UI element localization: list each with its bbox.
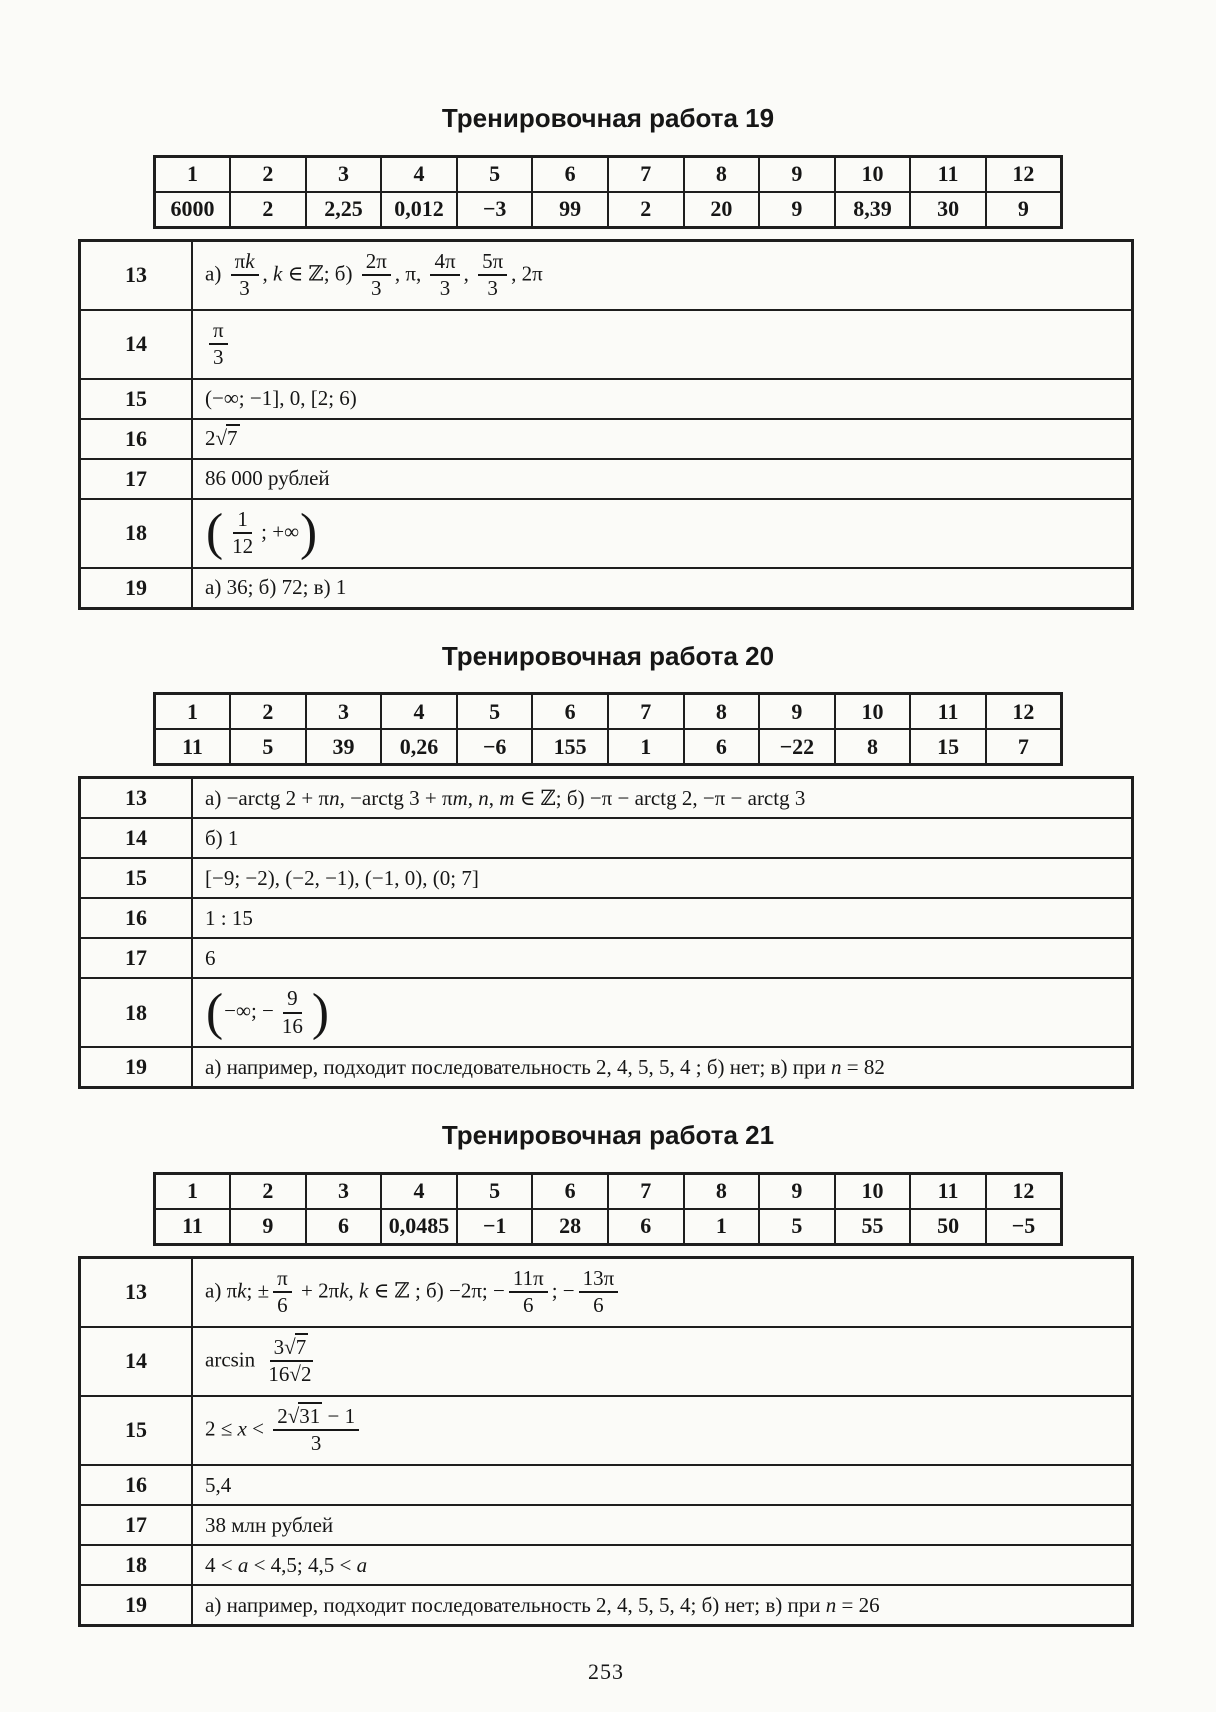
- question-number-cell: 12: [986, 1173, 1062, 1209]
- question-number: 17: [80, 1505, 193, 1545]
- work-21-detail-table: [78, 1256, 1134, 1627]
- answer-row: [80, 419, 1133, 459]
- question-number-cell: 7: [608, 694, 684, 730]
- answer-cell: 11: [155, 1209, 231, 1245]
- question-number-cell: 4: [381, 694, 457, 730]
- question-number-cell: 7: [608, 1173, 684, 1209]
- math-variable: n: [478, 785, 489, 810]
- answer-cell: 99: [532, 192, 608, 228]
- question-number: 17: [80, 459, 193, 499]
- question-number-cell: 9: [759, 694, 835, 730]
- answer-row: [80, 310, 1133, 379]
- book-page: [78, 0, 1134, 1627]
- work-19-answers-grid: [153, 155, 1063, 229]
- answer-content: а) например, подходит последовательность 2, 4, 5, 5, 4; б) нет; в) при n = 26: [192, 1585, 1133, 1626]
- work-20-short-answers-row: [155, 729, 1062, 765]
- answer-cell: 15: [910, 729, 986, 765]
- question-number: 15: [80, 858, 193, 898]
- question-number: 15: [80, 1396, 193, 1465]
- answer-cell: −6: [457, 729, 533, 765]
- answer-cell: 155: [532, 729, 608, 765]
- question-number-cell: 3: [306, 1173, 382, 1209]
- answer-content: (−∞; −1], 0, [2; 6): [192, 379, 1133, 419]
- fraction: $\frac{4\pi}{3}$: [430, 250, 459, 301]
- question-number: 13: [80, 778, 193, 819]
- fraction: $\frac{5\pi}{3}$: [478, 250, 507, 301]
- answer-cell: 8,39: [835, 192, 911, 228]
- answer-content: 5,4: [192, 1465, 1133, 1505]
- question-number-cell: 3: [306, 694, 382, 730]
- work-20-answers-grid: [153, 692, 1063, 766]
- question-number-cell: 10: [835, 1173, 911, 1209]
- question-number-cell: 12: [986, 694, 1062, 730]
- work-20-title: Тренировочная работа 20: [441, 640, 775, 671]
- answer-row: [80, 1257, 1133, 1327]
- fraction: $\frac{11\pi}{6}$: [509, 1267, 548, 1318]
- answer-cell: 55: [835, 1209, 911, 1245]
- question-number-cell: 9: [759, 1173, 835, 1209]
- question-number: 16: [80, 419, 193, 459]
- answer-cell: 8: [835, 729, 911, 765]
- answer-cell: 0,26: [381, 729, 457, 765]
- work-21-short-answers-row: [155, 1209, 1062, 1245]
- answer-row: [80, 1465, 1133, 1505]
- question-number-cell: 6: [532, 1173, 608, 1209]
- fraction: $\frac{2√31 - 1}{3}$: [273, 1405, 359, 1456]
- math-variable: m: [499, 785, 515, 810]
- answer-content: 86 000 рублей: [192, 459, 1133, 499]
- answer-cell: 1: [608, 729, 684, 765]
- question-number-cell: 1: [155, 694, 231, 730]
- answer-row: [80, 898, 1133, 938]
- answer-cell: 9: [986, 192, 1062, 228]
- square-root: √2: [289, 1362, 312, 1387]
- answer-content: 6: [192, 938, 1133, 978]
- question-number-cell: 8: [684, 694, 760, 730]
- question-number-cell: 8: [684, 1173, 760, 1209]
- question-number: 18: [80, 1545, 193, 1585]
- question-number-cell: 4: [381, 1173, 457, 1209]
- answer-row: [80, 818, 1133, 858]
- square-root: √7: [215, 426, 238, 451]
- fraction: $\frac{13\pi}{6}$: [579, 1267, 619, 1318]
- work-20-detail-table: [78, 776, 1134, 1089]
- answer-content: arcsin $\frac{3√7}{16√2}$: [192, 1327, 1133, 1396]
- big-paren: (: [206, 983, 224, 1041]
- answer-row: [80, 938, 1133, 978]
- question-number-cell: 12: [986, 156, 1062, 192]
- math-variable: k: [339, 1278, 349, 1303]
- answer-row: [80, 978, 1133, 1047]
- question-number-cell: 5: [457, 1173, 533, 1209]
- math-variable: k: [359, 1278, 369, 1303]
- answer-content: а) −arctg 2 + πn, −arctg 3 + πm, n, m ∈ ℤ; б) −π − arctg 2, −π − arctg 3: [192, 778, 1133, 819]
- question-number-cell: 2: [230, 1173, 306, 1209]
- question-number-cell: 11: [910, 156, 986, 192]
- question-number-cell: 7: [608, 156, 684, 192]
- answer-row: [80, 1327, 1133, 1396]
- work-19-short-answers-row: [155, 192, 1062, 228]
- answer-cell: 5: [759, 1209, 835, 1245]
- page-number: 253: [588, 1659, 624, 1684]
- answer-row: [80, 499, 1133, 568]
- answer-row: [80, 1545, 1133, 1585]
- question-number-cell: 5: [457, 156, 533, 192]
- question-number: 16: [80, 1465, 193, 1505]
- answer-content: (−∞; − $\frac{9}{16}$ ): [192, 978, 1133, 1047]
- answer-row: [80, 240, 1133, 310]
- answer-cell: 39: [306, 729, 382, 765]
- answer-row: [80, 778, 1133, 819]
- answer-cell: 6: [306, 1209, 382, 1245]
- math-variable: a: [237, 1552, 249, 1577]
- math-variable: n: [825, 1592, 837, 1617]
- answer-cell: 6: [684, 729, 760, 765]
- answer-cell: 2,25: [306, 192, 382, 228]
- question-number: 14: [80, 310, 193, 379]
- question-number-cell: 2: [230, 694, 306, 730]
- question-number-cell: 1: [155, 1173, 231, 1209]
- question-number-cell: 10: [835, 694, 911, 730]
- work-20-question-numbers-row: [155, 694, 1062, 730]
- answer-cell: 6: [608, 1209, 684, 1245]
- answer-content: а) πk; ± $\frac{\pi}{6}$ + 2πk, k ∈ ℤ ; б) −2π; − $\frac{11\pi}{6}$ ; − $\frac{13\pi}{6}$: [192, 1257, 1133, 1327]
- answer-cell: 0,012: [381, 192, 457, 228]
- answer-row: [80, 1505, 1133, 1545]
- answer-row: [80, 1585, 1133, 1626]
- answer-cell: 2: [608, 192, 684, 228]
- fraction: $\frac{1}{12}$: [232, 506, 254, 559]
- big-paren: ): [300, 504, 318, 562]
- big-paren: ): [311, 983, 330, 1041]
- work-21-answers-grid: [153, 1172, 1063, 1246]
- question-number: 17: [80, 938, 193, 978]
- question-number-cell: 5: [457, 694, 533, 730]
- fraction: $\frac{3√7}{16√2}$: [268, 1334, 312, 1387]
- answer-content: 4 < a < 4,5; 4,5 < a: [192, 1545, 1133, 1585]
- answer-row: [80, 459, 1133, 499]
- question-number-cell: 11: [910, 1173, 986, 1209]
- question-number-cell: 4: [381, 156, 457, 192]
- question-number: 18: [80, 978, 193, 1047]
- fraction: $\frac{\pi}{6}$: [273, 1267, 292, 1318]
- work-19-question-numbers-row: [155, 156, 1062, 192]
- answer-content: [−9; −2), (−2, −1), (−1, 0), (0; 7]: [192, 858, 1133, 898]
- answer-content: [192, 310, 1133, 379]
- math-variable: n: [831, 1054, 842, 1079]
- answer-cell: 7: [986, 729, 1062, 765]
- fraction: $\frac{\pi}{3}$: [209, 319, 228, 370]
- answer-row: [80, 379, 1133, 419]
- answer-content: а) например, подходит последовательность 2, 4, 5, 5, 4 ; б) нет; в) при n = 82: [192, 1047, 1133, 1088]
- work-19-detail-table: [78, 239, 1134, 610]
- answer-cell: 9: [759, 192, 835, 228]
- answer-row: [80, 568, 1133, 609]
- question-number-cell: 3: [306, 156, 382, 192]
- square-root: √31: [287, 1403, 321, 1428]
- answer-cell: 9: [230, 1209, 306, 1245]
- question-number-cell: 6: [532, 156, 608, 192]
- answer-content: 2 ≤ x < $\frac{2√31 - 1}{3}$: [192, 1396, 1133, 1465]
- question-number: 19: [80, 1585, 193, 1626]
- answer-cell: 28: [532, 1209, 608, 1245]
- answer-cell: 30: [910, 192, 986, 228]
- answer-content: 2√7: [192, 419, 1133, 459]
- answer-cell: 11: [155, 729, 231, 765]
- answer-cell: 6000: [155, 192, 231, 228]
- answer-content: б) 1: [192, 818, 1133, 858]
- answer-cell: −1: [457, 1209, 533, 1245]
- math-variable: k: [245, 248, 255, 273]
- answer-content: а) $\frac{\pi k}{3}$ , k ∈ ℤ; б) $\frac{2\pi}{3}$ , π, $\frac{4\pi}{3}$ , $\frac{5\pi}{3}$ , 2π: [192, 240, 1133, 310]
- answer-cell: 5: [230, 729, 306, 765]
- work-19-title: Тренировочная работа 19: [441, 103, 775, 133]
- question-number: 13: [80, 240, 193, 310]
- answer-content: 1 : 15: [192, 898, 1133, 938]
- answer-content: ( $\frac{1}{12}$ ; +∞): [192, 499, 1133, 568]
- question-number: 18: [80, 499, 193, 568]
- math-variable: x: [237, 1416, 247, 1441]
- question-number-cell: 8: [684, 156, 760, 192]
- fraction: $\frac{9}{16}$: [281, 986, 303, 1038]
- answer-cell: −3: [457, 192, 533, 228]
- question-number: 13: [80, 1257, 193, 1327]
- math-variable: n: [329, 785, 340, 810]
- answer-row: [80, 1047, 1133, 1088]
- answer-content: 38 млн рублей: [192, 1505, 1133, 1545]
- question-number-cell: 11: [910, 694, 986, 730]
- question-number: 14: [80, 818, 193, 858]
- math-variable: k: [273, 260, 283, 285]
- work-21-question-numbers-row: [155, 1173, 1062, 1209]
- answer-cell: 20: [684, 192, 760, 228]
- section-work-21: [78, 1121, 1134, 1627]
- big-paren: (: [206, 504, 224, 562]
- question-number: 14: [80, 1327, 193, 1396]
- fraction: $\frac{\pi k}{3}$: [231, 250, 259, 301]
- question-number: 19: [80, 1047, 193, 1088]
- question-number: 16: [80, 898, 193, 938]
- question-number: 19: [80, 568, 193, 609]
- fraction: $\frac{2\pi}{3}$: [362, 250, 391, 301]
- question-number-cell: 9: [759, 156, 835, 192]
- answer-cell: 1: [684, 1209, 760, 1245]
- section-work-20: [78, 642, 1134, 1090]
- question-number-cell: 10: [835, 156, 911, 192]
- answer-cell: −5: [986, 1209, 1062, 1245]
- answer-cell: 50: [910, 1209, 986, 1245]
- question-number-cell: 6: [532, 694, 608, 730]
- question-number: 15: [80, 379, 193, 419]
- section-work-19: [78, 104, 1134, 610]
- math-variable: k: [237, 1278, 247, 1303]
- answer-row: [80, 1396, 1133, 1465]
- question-number-cell: 1: [155, 156, 231, 192]
- answer-content: а) 36; б) 72; в) 1: [192, 568, 1133, 609]
- question-number-cell: 2: [230, 156, 306, 192]
- answer-cell: −22: [759, 729, 835, 765]
- answer-cell: 0,0485: [381, 1209, 457, 1245]
- square-root: √7: [284, 1334, 307, 1359]
- answer-cell: 2: [230, 192, 306, 228]
- math-variable: a: [356, 1552, 368, 1577]
- answer-row: [80, 858, 1133, 898]
- work-21-title: Тренировочная работа 21: [441, 1120, 775, 1151]
- math-variable: m: [452, 785, 468, 810]
